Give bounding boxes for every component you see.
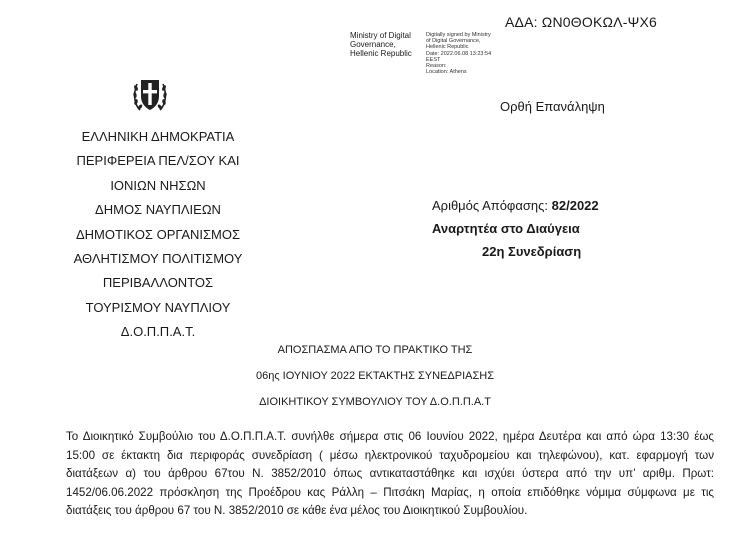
authority-line: ΤΟΥΡΙΣΜΟΥ ΝΑΥΠΛΙΟΥ bbox=[85, 299, 231, 315]
greek-coat-of-arms-icon bbox=[132, 74, 168, 116]
extract-heading bbox=[0, 337, 750, 415]
signature-detail-line: Digitally signed by Ministry bbox=[426, 32, 491, 38]
authority-line: ΕΛΛΗΝΙΚΗ ΔΗΜΟΚΡΑΤΙΑ bbox=[81, 129, 235, 144]
signature-detail-line: EEST bbox=[426, 56, 441, 63]
issuing-authority-block bbox=[48, 125, 268, 345]
minutes-body-paragraph: Το Διοικητικό Συμβούλιο του Δ.Ο.Π.Π.Α.Τ. συνήλθε σήμερα στις 06 Ιουνίου 2022, ημέρα Δευτέρα και από ώρα 13:30 έως 15:00 σε έκτακτη δια περιφοράς συνεδρίαση ( μέσω ηλεκτρονικού ταχυδρομείου και τηλεφώνου), κατ. εφαρμογή των διατάξεων α) του άρθρου 67του Ν. 3852/2010 όπως αντικαταστάθηκε και ισχύει ύστερα από την υπ’ αριθμ. Πρωτ: 1452/06.06.2022 πρόσκληση της Προέδρου κας Ράλλη – Πιτσάκη Μαρίας, η οποία επιδόθηκε νόμιμα σύμφωνα με τις διατάξεις του άρθρου 67 του Ν. 3852/2010 σε κάθε ένα μέλος του Διοικητικού Συμβουλίου. bbox=[66, 430, 714, 518]
digital-signature-label bbox=[350, 31, 412, 58]
session-number: 22η Συνεδρίαση bbox=[482, 244, 582, 259]
signature-detail-line: Hellenic Republic bbox=[426, 44, 469, 51]
authority-line: ΔΗΜΟΤΙΚΟΣ ΟΡΓΑΝΙΣΜΟΣ bbox=[75, 226, 241, 242]
authority-line: ΑΘΛΗΤΙΣΜΟΥ ΠΟΛΙΤΙΣΜΟΥ bbox=[73, 251, 243, 267]
signature-label-line: Ministry of Digital bbox=[350, 31, 411, 40]
extract-heading-line: ΔΙΟΙΚΗΤΙΚΟΥ ΣΥΜΒΟΥΛΙΟΥ ΤΟΥ Δ.Ο.Π.Π.Α.Τ bbox=[259, 396, 491, 408]
authority-line: ΙΟΝΙΩΝ ΝΗΣΩΝ bbox=[110, 177, 206, 193]
extract-heading-line: ΑΠΟΣΠΑΣΜΑ ΑΠΟ ΤΟ ΠΡΑΚΤΙΚΟ ΤΗΣ bbox=[277, 344, 473, 356]
digital-signature-details bbox=[426, 32, 491, 75]
authority-line: Δ.Ο.Π.Π.Α.Τ. bbox=[120, 324, 196, 340]
decision-number-value: 82/2022 bbox=[551, 198, 599, 213]
decision-number bbox=[432, 198, 599, 213]
authority-line: ΔΗΜΟΣ ΝΑΥΠΛΙΕΩΝ bbox=[95, 202, 221, 218]
authority-line: ΠΕΡΙΒΑΛΛΟΝΤΟΣ bbox=[102, 275, 214, 291]
signature-label-line: Governance, bbox=[350, 40, 396, 49]
extract-heading-line: 06ης ΙΟΥΝΙΟΥ 2022 ΕΚΤΑΚΤΗΣ ΣΥΝΕΔΡΙΑΣΗΣ bbox=[255, 370, 495, 382]
authority-line: ΠΕΡΙΦΕΡΕΙΑ ΠΕΛ/ΣΟΥ ΚΑΙ bbox=[76, 153, 240, 169]
signature-detail-line: Date: 2022.06.08 13:23:54 bbox=[426, 50, 492, 57]
ada-code: ΑΔΑ: ΩΝ0ΘΟΚΩΛ-ΨΧ6 bbox=[505, 14, 657, 30]
decision-number-label: Αριθμός Απόφασης: bbox=[432, 198, 549, 213]
signature-label-line: Hellenic Republic bbox=[350, 49, 412, 58]
diavgeia-posting-note: Αναρτητέα στο Διαύγεια bbox=[432, 221, 580, 236]
signature-detail-line: Reason: bbox=[426, 63, 447, 70]
signature-detail-line: Location: Athens bbox=[426, 69, 467, 76]
correction-note: Ορθή Επανάληψη bbox=[500, 99, 605, 114]
signature-detail-line: of Digital Governance, bbox=[426, 38, 481, 45]
